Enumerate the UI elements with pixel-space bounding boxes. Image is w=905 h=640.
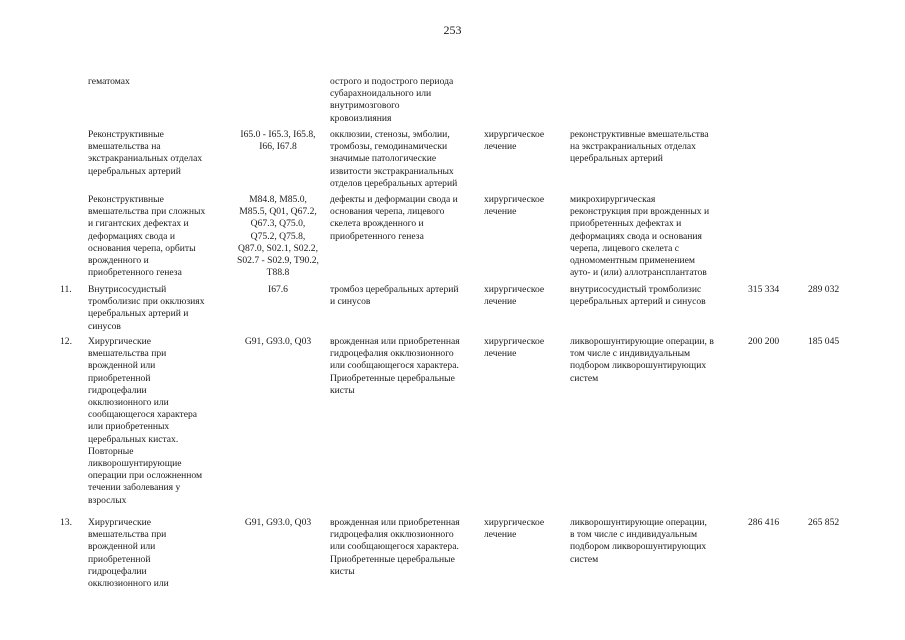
patient-model-line: и синусов [330, 296, 371, 308]
intervention-name-line: врожденного и [88, 255, 149, 267]
patient-model-line: врожденная или приобретенная [330, 336, 460, 347]
treatment-method-line: на экстракраниальных отделах [570, 141, 696, 153]
intervention-name-line: гидроцефалии [88, 384, 147, 396]
icd-codes-line: Q75.2, Q75.8, [250, 230, 306, 242]
intervention-name-line: приобретенного генеза [88, 267, 182, 279]
intervention-name-line: приобретенной [88, 372, 151, 384]
treatment-method [570, 336, 714, 385]
intervention-name [88, 194, 205, 279]
patient-model [330, 284, 459, 308]
treatment-method-line: приобретенных дефектах и [570, 218, 682, 230]
patient-model [330, 129, 457, 190]
cost-value-2: 265 852 [808, 517, 840, 528]
icd-codes [226, 284, 330, 296]
patient-model-line: окклюзии, стенозы, эмболии, [330, 129, 450, 140]
treatment-type [484, 129, 544, 153]
icd-codes-line: I67.6 [268, 284, 288, 295]
patient-model-line: острого и подострого периода [330, 76, 454, 87]
patient-model-line: тромбозы, гемодинамически [330, 141, 448, 153]
treatment-method-line: черепа, лицевого скелета с [570, 242, 680, 254]
treatment-method-line: подбором ликворошунтирующих [570, 360, 707, 372]
icd-codes-line: M84.8, M85.0, [249, 194, 307, 205]
intervention-name-line: Хирургические [88, 336, 152, 347]
patient-model-line: значимые патологические [330, 153, 437, 165]
treatment-method-line: систем [570, 553, 599, 565]
treatment-type [484, 194, 544, 218]
intervention-name [88, 129, 202, 178]
icd-codes [226, 336, 330, 348]
treatment-method-line: подбором ликворошунтирующих [570, 541, 707, 553]
cost-value-2: 289 032 [808, 284, 840, 295]
patient-model-line: или сообщающегося характера. [330, 360, 459, 372]
intervention-name-line: Повторные [88, 445, 134, 457]
patient-model [330, 76, 453, 125]
treatment-method-line: систем [570, 372, 599, 384]
intervention-name-line: церебральных артерий [88, 165, 181, 177]
treatment-method [570, 517, 707, 566]
intervention-name-line: Внутрисосудистый [88, 284, 167, 295]
treatment-type-line: лечение [484, 529, 517, 541]
icd-codes-line: G91, G93.0, Q03 [244, 517, 312, 528]
treatment-method-line: том числе с индивидуальным [570, 348, 691, 360]
icd-codes-line: T88.8 [266, 267, 290, 279]
patient-model-line: дефекты и деформации свода и [330, 194, 458, 205]
row-number: 13. [60, 517, 72, 528]
patient-model-line: приобретенного генеза [330, 230, 424, 242]
treatment-method-line: реконструкция при врожденных и [570, 206, 710, 218]
treatment-method-line: одномоментным применением [570, 255, 695, 267]
treatment-method-line: ликворошунтирующие операции, [570, 517, 707, 528]
icd-codes-line: M85.5, Q01, Q67.2, [239, 206, 317, 218]
patient-model [330, 194, 458, 243]
intervention-name [88, 336, 202, 507]
icd-codes-line: Q87.0, S02.1, S02.2, [238, 242, 318, 254]
cost-value-1: 200 200 [748, 336, 780, 347]
treatment-method-line: деформациях свода и основания [570, 230, 702, 242]
patient-model-line: кисты [330, 384, 355, 396]
treatment-method-line: в том числе с индивидуальным [570, 529, 698, 541]
icd-codes [226, 194, 330, 279]
patient-model-line: кисты [330, 565, 355, 577]
treatment-type-line: хирургическое [484, 129, 545, 140]
treatment-method [570, 284, 706, 308]
intervention-name-line: операции при осложненном [88, 470, 203, 482]
intervention-name-line: взрослых [88, 494, 127, 506]
intervention-name-line: Реконструктивные [88, 129, 164, 140]
row-number: 12. [60, 336, 72, 347]
intervention-name [88, 517, 169, 590]
cost-value-2: 185 045 [808, 336, 840, 347]
treatment-method [570, 129, 709, 166]
intervention-name [88, 76, 130, 88]
cost-value-1: 286 416 [748, 517, 780, 528]
patient-model-line: тромбоз церебральных артерий [330, 284, 459, 295]
icd-codes [226, 129, 330, 153]
cost-value-1: 315 334 [748, 284, 780, 295]
intervention-name-line: гидроцефалии [88, 565, 147, 577]
patient-model [330, 336, 460, 397]
treatment-type-line: хирургическое [484, 517, 545, 528]
treatment-type [484, 284, 544, 308]
treatment-method-line: церебральных артерий [570, 153, 663, 165]
treatment-method-line: реконструктивные вмешательства [570, 129, 709, 140]
treatment-type-line: хирургическое [484, 194, 545, 205]
intervention-name-line: гематомах [88, 76, 130, 87]
intervention-name-line: вмешательства при [88, 529, 167, 541]
patient-model-line: извитости экстракраниальных [330, 165, 454, 177]
intervention-name-line: тромболизис при окклюзиях [88, 296, 205, 308]
intervention-name-line: и гигантских дефектах и [88, 218, 189, 230]
intervention-name-line: Хирургические [88, 517, 152, 528]
intervention-name-line: приобретенной [88, 553, 151, 565]
patient-model-line: скелета врожденного и [330, 218, 424, 230]
intervention-name-line: окклюзионного или [88, 578, 169, 590]
treatment-type-line: лечение [484, 141, 517, 153]
intervention-name-line: вмешательства при сложных [88, 206, 206, 218]
treatment-type-line: лечение [484, 296, 517, 308]
treatment-type-line: лечение [484, 348, 517, 360]
patient-model-line: гидроцефалия окклюзионного [330, 348, 454, 360]
treatment-type [484, 336, 544, 360]
treatment-type [484, 517, 544, 541]
patient-model-line: врожденная или приобретенная [330, 517, 460, 528]
icd-codes-line: S02.7 - S02.9, T90.2, [237, 255, 319, 267]
intervention-name-line: вмешательства при [88, 348, 167, 360]
icd-codes-line: I65.0 - I65.3, I65.8, [240, 129, 316, 140]
patient-model-line: основания черепа, лицевого [330, 206, 445, 218]
treatment-type-line: хирургическое [484, 284, 545, 295]
patient-model-line: внутримозгового [330, 100, 400, 112]
intervention-name-line: или приобретенных [88, 421, 170, 433]
icd-codes-line: G91, G93.0, Q03 [244, 336, 312, 347]
patient-model-line: кровоизлияния [330, 112, 392, 124]
intervention-name-line: Реконструктивные [88, 194, 164, 205]
treatment-type-line: хирургическое [484, 336, 545, 347]
treatment-method-line: внутрисосудистый тромболизис [570, 284, 702, 295]
treatment-method-line: ауто- и (или) аллотрансплантатов [570, 267, 707, 279]
icd-codes [226, 517, 330, 529]
intervention-name-line: церебральных кистах. [88, 433, 179, 445]
intervention-name-line: экстракраниальных отделах [88, 153, 203, 165]
intervention-name-line: врожденной или [88, 360, 156, 372]
icd-codes-line: Q67.3, Q75.0, [250, 218, 306, 230]
intervention-name-line: церебральных артерий и [88, 308, 189, 320]
treatment-method-line: микрохирургическая [570, 194, 656, 205]
intervention-name-line: вмешательства на [88, 141, 161, 153]
intervention-name-line: основания черепа, орбиты [88, 242, 196, 254]
treatment-method-line: церебральных артерий и синусов [570, 296, 706, 308]
treatment-method [570, 194, 709, 279]
patient-model-line: отделов церебральных артерий [330, 177, 458, 189]
treatment-method-line: ликворошунтирующие операции, в [570, 336, 714, 347]
patient-model-line: Приобретенные церебральные [330, 553, 455, 565]
icd-codes-line: I66, I67.8 [259, 141, 297, 153]
intervention-name-line: окклюзионного или [88, 397, 169, 409]
patient-model-line: субарахноидального или [330, 88, 432, 100]
patient-model-line: гидроцефалия окклюзионного [330, 529, 454, 541]
intervention-name-line: врожденной или [88, 541, 156, 553]
intervention-name-line: синусов [88, 320, 121, 332]
page-number: 253 [443, 23, 462, 37]
treatment-type-line: лечение [484, 206, 517, 218]
row-number: 11. [60, 284, 72, 295]
intervention-name [88, 284, 205, 333]
intervention-name-line: сообщающегося характера [88, 409, 198, 421]
intervention-name-line: течении заболевания у [88, 482, 181, 494]
patient-model [330, 517, 460, 578]
patient-model-line: или сообщающегося характера. [330, 541, 459, 553]
patient-model-line: Приобретенные церебральные [330, 372, 455, 384]
intervention-name-line: ликворошунтирующие [88, 458, 182, 470]
intervention-name-line: деформациях свода и [88, 230, 175, 242]
